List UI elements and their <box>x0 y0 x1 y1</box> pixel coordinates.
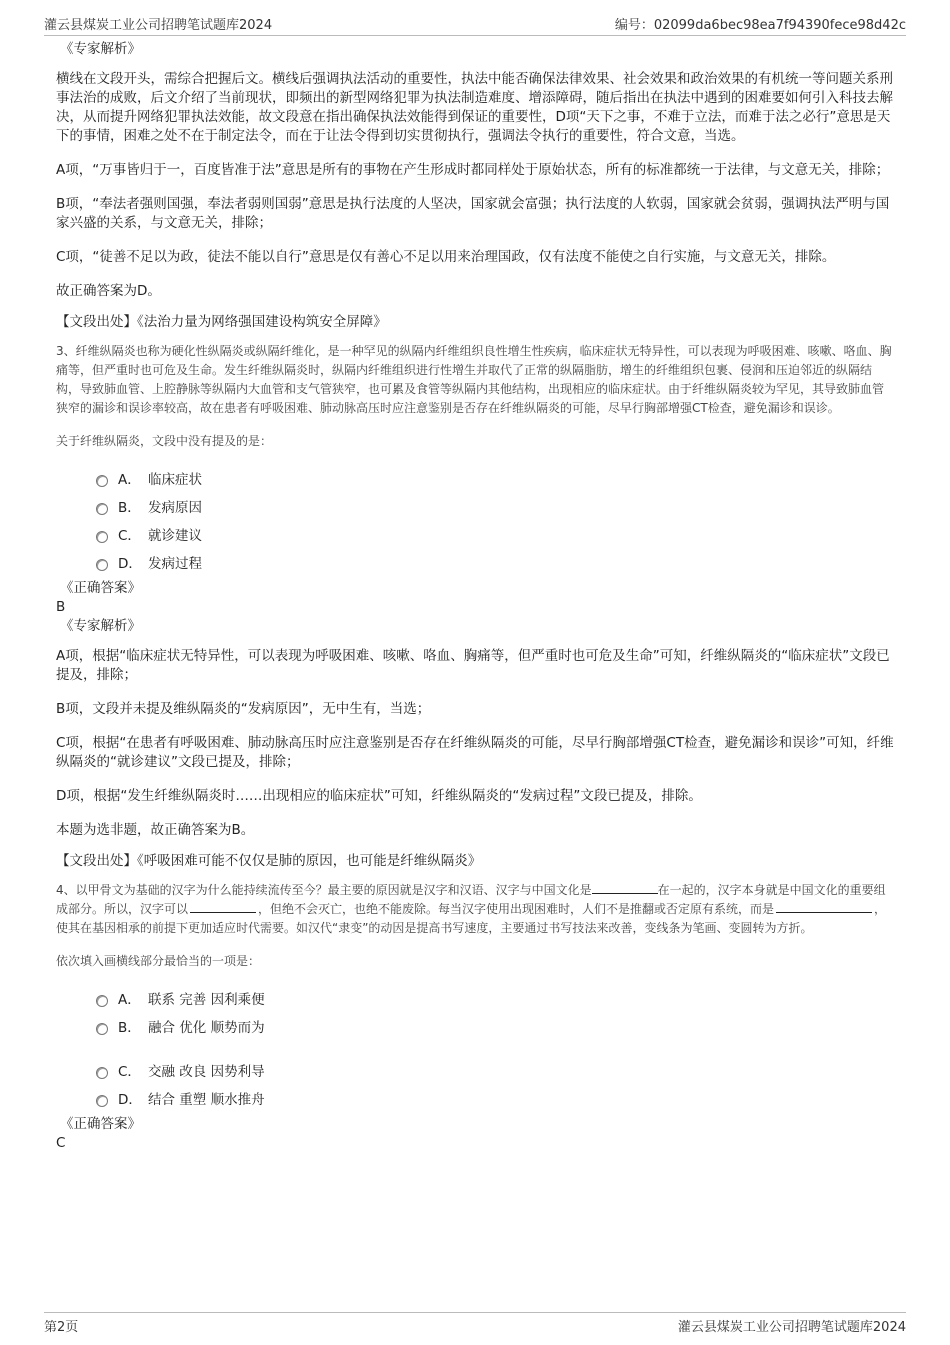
option-text: 交融 改良 因势利导 <box>148 1064 265 1080</box>
q3-conclusion: 本题为选非题，故正确答案为B。 <box>56 822 255 838</box>
option-text: 发病原因 <box>148 500 202 516</box>
q3-source-title: 《呼吸困难可能不仅仅是肺的原因，也可能是纤维纵隔炎》 <box>137 853 482 869</box>
q3-option-d-analysis: D项，根据“发生纤维纵隔炎时……出现相应的临床症状”可知，纤维纵隔炎的“发病过程”文段已提及，排除。 <box>56 788 702 804</box>
q3-option-b-analysis: B项，文段并未提及维纵隔炎的“发病原因”，无中生有，当选； <box>56 701 431 717</box>
radio-icon[interactable] <box>96 995 108 1007</box>
q3-question: 关于纤维纵隔炎，文段中没有提及的是： <box>56 434 273 448</box>
q2-analysis: 横线在文段开头，需综合把握后文。横线后强调执法活动的重要性，执法中能否确保法律效果、社会效果和政治效果的有机统一等问题关系刑事法治的成败，后文介绍了当前现状，即频出的新型网络犯罪为执法制造难度、增添障碍，随后指出在执法中遇到的困难要如何引入科技去解决，从而提升网络犯罪执法效能，故文段意在指出确保执法效能得到保证的重要性，D项“天下之事，不难于立法，而难于法之必行”意思是天下的事情，困难之处不在于制定法令，而在于让法令得到切实贯彻执行，强调法令执行的重要性，符合文意，当选。 <box>56 71 893 144</box>
option-text: 临床症状 <box>148 472 202 488</box>
q2-conclusion: 故正确答案为D。 <box>56 283 161 299</box>
q4-option-b[interactable] <box>56 1015 894 1059</box>
q3-option-a[interactable] <box>56 467 894 495</box>
q4-stem-part-2: 在一起的，汉字本身就是中国文化的重要组成部分。所以，汉字可以 <box>56 883 886 916</box>
option-text: 结合 重塑 顺水推舟 <box>148 1092 265 1108</box>
option-text: 融合 优化 顺势而为 <box>148 1020 265 1036</box>
q3-answer-title: 《正确答案》 <box>60 580 141 596</box>
header-title: 灌云县煤炭工业公司招聘笔试题库2024 <box>44 18 273 33</box>
q3-stem: 3、纤维纵隔炎也称为硬化性纵隔炎或纵隔纤维化，是一种罕见的纵隔内纤维组织良性增生性疾病，临床症状无特异性，可以表现为呼吸困难、咳嗽、咯血、胸痛等，但严重时也可危及生命。发生纤维纵隔炎时，纵隔内纤维组织进行性增生并取代了正常的纵隔脂肪，增生的纤维组织包裹、侵润和压迫邻近的纵隔结构，导致肺血管、上腔静脉等纵隔内大血管和支气管狭窄，也可累及食管等纵隔内其他结构，出现相应的临床症状。由于纤维纵隔炎较为罕见，其导致肺血管狭窄的漏诊和误诊率较高，故在患者有呼吸困难、肺动脉高压时应注意鉴别是否存在纤维纵隔炎的可能，尽早行胸部增强CT检查，避免漏诊和误诊。 <box>56 344 892 415</box>
q2-source-label: 【文段出处】 <box>56 314 137 330</box>
header-serial: 编号：02099da6bec98ea7f94390fece98d42c <box>614 18 906 33</box>
fill-blank-2 <box>190 900 256 913</box>
q4-question: 依次填入画横线部分最恰当的一项是： <box>56 954 261 968</box>
q4-option-d[interactable] <box>56 1087 894 1115</box>
q4-options <box>56 987 894 1115</box>
q4-answer-title: 《正确答案》 <box>60 1116 141 1132</box>
radio-icon[interactable] <box>96 531 108 543</box>
q2-source <box>56 313 894 332</box>
option-text: 联系 完善 因利乘便 <box>148 992 265 1008</box>
radio-icon[interactable] <box>96 1067 108 1079</box>
radio-icon[interactable] <box>96 503 108 515</box>
option-letter: B． <box>118 1020 141 1036</box>
q3-source-label: 【文段出处】 <box>56 853 137 869</box>
q3-option-a-analysis: A项，根据“临床症状无特异性，可以表现为呼吸困难、咳嗽、咯血、胸痛等，但严重时也可危及生命”可知，纤维纵隔炎的“临床症状”文段已提及，排除； <box>56 648 890 683</box>
q2-option-a-analysis: A项，“万事皆归于一，百度皆准于法”意思是所有的事物在产生形成时都同样处于原始状态，所有的标准都统一于法律，与文意无关，排除； <box>56 162 890 178</box>
q3-options <box>56 467 894 579</box>
q3-option-c[interactable] <box>56 523 894 551</box>
footer-title: 灌云县煤炭工业公司招聘笔试题库2024 <box>677 1320 906 1335</box>
page-header <box>44 14 906 36</box>
option-letter: A． <box>118 992 141 1008</box>
option-letter: D． <box>118 1092 142 1108</box>
q4-stem-part-4: ，使其在基因相承的前提下更加适应时代需要。如汉代“隶变”的动因是提高书写速度，主要通过书写技法来改善，变线条为笔画、变圆转为方折。 <box>56 902 887 935</box>
q4-option-a[interactable] <box>56 987 894 1015</box>
q3-option-d[interactable] <box>56 551 894 579</box>
fill-blank-1 <box>592 881 658 894</box>
q4-answer: C <box>56 1135 66 1151</box>
page-footer <box>44 1312 906 1335</box>
option-text: 就诊建议 <box>148 528 202 544</box>
page-content <box>56 40 894 1153</box>
q3-analysis-title: 《专家解析》 <box>60 618 141 634</box>
q4-stem <box>56 881 894 938</box>
fill-blank-3 <box>776 900 872 913</box>
q2-option-c-analysis: C项，“徒善不足以为政，徒法不能以自行”意思是仅有善心不足以用来治理国政，仅有法度不能使之自行实施，与文意无关，排除。 <box>56 249 836 265</box>
radio-icon[interactable] <box>96 1023 108 1035</box>
option-text: 发病过程 <box>148 556 202 572</box>
q3-source <box>56 852 894 871</box>
option-letter: A． <box>118 472 141 488</box>
option-letter: C． <box>118 528 141 544</box>
option-letter: B． <box>118 500 141 516</box>
q4-stem-part-3: ，但绝不会灭亡，也绝不能废除。每当汉字使用出现困难时，人们不是推翻或否定原有系统，而是 <box>258 902 775 916</box>
q3-answer: B <box>56 599 66 615</box>
q2-analysis-title: 《专家解析》 <box>60 41 141 57</box>
q4-option-c[interactable] <box>56 1059 894 1087</box>
radio-icon[interactable] <box>96 559 108 571</box>
q2-source-title: 《法治力量为网络强国建设构筑安全屏障》 <box>137 314 387 330</box>
q3-option-c-analysis: C项，根据“在患者有呼吸困难、肺动脉高压时应注意鉴别是否存在纤维纵隔炎的可能，尽早行胸部增强CT检查，避免漏诊和误诊”可知，纤维纵隔炎的“就诊建议”文段已提及，排除； <box>56 735 894 770</box>
page-number: 第2页 <box>44 1320 79 1335</box>
q2-option-b-analysis: B项，“奉法者强则国强，奉法者弱则国弱”意思是执行法度的人坚决，国家就会富强；执行法度的人软弱，国家就会贫弱，强调执法严明与国家兴盛的关系，与文意无关，排除； <box>56 196 890 231</box>
radio-icon[interactable] <box>96 475 108 487</box>
q4-stem-part-1: 4、以甲骨文为基础的汉字为什么能持续流传至今？最主要的原因就是汉字和汉语、汉字与中国文化是 <box>56 883 592 897</box>
option-letter: D． <box>118 556 142 572</box>
radio-icon[interactable] <box>96 1095 108 1107</box>
option-letter: C． <box>118 1064 141 1080</box>
q3-option-b[interactable] <box>56 495 894 523</box>
